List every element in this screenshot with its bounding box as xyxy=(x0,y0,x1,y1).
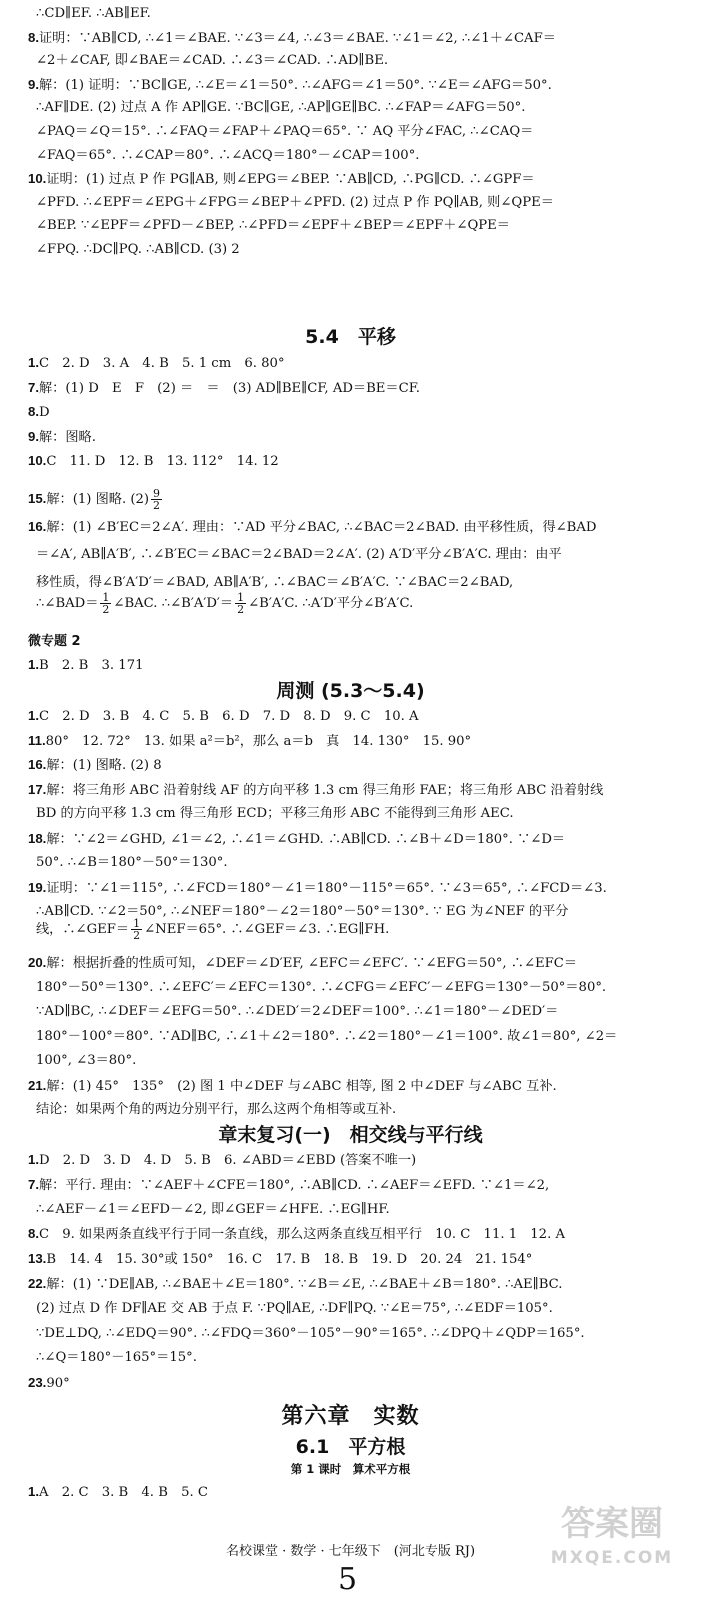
answer-line xyxy=(36,98,686,118)
answer-text: 证明：(1) 过点 P 作 PG∥AB, 则∠EPG＝∠BEP. ∵AB∥CD, ∴PG∥CD. ∴∠GPF＝ xyxy=(46,172,535,188)
answer-line xyxy=(28,1224,678,1244)
answer-text: 解：图略. xyxy=(39,429,96,445)
answer-text: 移性质，得∠B′A′D′＝∠BAD, AB∥A′B′, ∴∠BAC＝∠B′A′C. ∵∠BAC＝2∠BAD, xyxy=(36,575,514,590)
answer-text: 解：平行. 理由：∵∠AEF＋∠CFE＝180°, ∴AB∥CD. ∴∠AEF＝∠EFD. ∵∠1＝∠2, xyxy=(39,1177,550,1193)
question-number: 7. xyxy=(28,1176,39,1192)
answer-line xyxy=(28,829,678,849)
answer-line xyxy=(28,780,678,800)
answer-line xyxy=(36,853,686,873)
question-number: 21. xyxy=(28,1077,47,1093)
answer-line xyxy=(36,4,686,24)
page-number: 5 xyxy=(338,1562,358,1597)
answer-text: ∴AF∥DE. (2) 过点 A 作 AP∥GE. ∵BC∥GE, ∴AP∥GE∥BC. ∴∠FAP＝∠AFG＝50°. xyxy=(36,100,526,116)
question-number: 7. xyxy=(28,379,39,395)
answer-text: 解：∵∠2＝∠GHD, ∠1＝∠2, ∴∠1＝∠GHD. ∴AB∥CD. ∴∠B＋∠D＝180°. ∵∠D＝ xyxy=(46,831,566,847)
answer-line xyxy=(36,1299,686,1319)
answer-text: 180°－100°＝80°. ∵AD∥BC, ∴∠1＋∠2＝180°. ∴∠2＝180°－∠1＝100°. 故∠1＝80°, ∠2＝ xyxy=(36,1028,618,1044)
answer-line xyxy=(28,517,678,537)
answer-line xyxy=(36,1200,686,1220)
answer-line xyxy=(28,75,678,95)
answer-text: ∠PAQ＝∠Q＝15°. ∴∠FAQ＝∠FAP＋∠PAQ＝65°. ∵ AQ 平分∠FAC, ∴∠CAQ＝ xyxy=(36,124,534,139)
answer-text: 解：(1) 45° 135° (2) 图 1 中∠DEF 与∠ABC 相等, 图 2 中∠DEF 与∠ABC 互补. xyxy=(46,1078,557,1094)
answer-line xyxy=(28,655,678,675)
answer-line xyxy=(36,146,686,166)
question-number: 19. xyxy=(28,879,47,895)
answer-text: 100°, ∠3＝80°. xyxy=(36,1053,137,1068)
answer-line xyxy=(28,1175,678,1195)
answer-line xyxy=(36,1051,686,1071)
answer-line xyxy=(36,978,686,998)
answer-line xyxy=(28,953,678,973)
answer-text: 90° xyxy=(46,1376,70,1392)
question-number: 9. xyxy=(28,76,39,92)
answer-text: ∠BEP. ∵∠EPF＝∠PFD－∠BEP, ∴∠PFD＝∠EPF＋∠BEP＝∠EPF＋∠QPE＝ xyxy=(36,218,510,234)
answer-line xyxy=(36,1002,686,1022)
answer-text: D xyxy=(39,405,50,420)
answer-text: 解：将三角形 ABC 沿着射线 AF 的方向平移 1.3 cm 得三角形 FAE；将三角形 ABC 沿着射线 xyxy=(46,782,604,798)
answer-line xyxy=(28,402,678,422)
answer-text: 解：(1) D E F (2) ＝ ＝ (3) AD∥BE∥CF, AD＝BE＝CF. xyxy=(39,380,420,396)
section-heading-chapter-review: 章末复习(一) 相交线与平行线 xyxy=(218,1124,483,1146)
answer-text: ∵DE⊥DQ, ∴∠EDQ＝90°. ∴∠FDQ＝360°－105°－90°＝165°. ∴∠DPQ＋∠QDP＝165°. xyxy=(36,1325,585,1341)
answer-line xyxy=(36,545,686,565)
answer-text: 50°. ∴∠B＝180°－50°＝130°. xyxy=(36,855,228,870)
answer-line xyxy=(28,353,678,373)
question-number: 18. xyxy=(28,830,47,846)
question-number: 16. xyxy=(28,757,47,772)
answer-line xyxy=(36,573,686,593)
answer-line xyxy=(36,804,686,824)
question-number: 1. xyxy=(28,657,39,672)
answer-text: ∴∠Q＝180°－165°＝15°. xyxy=(36,1350,197,1366)
answer-text: ∴AB∥CD. ∵∠2＝50°, ∴∠NEF＝180°－∠2＝180°－50°＝130°. ∵ EG 为∠NEF 的平分 xyxy=(36,904,569,919)
question-number: 8. xyxy=(28,404,39,419)
answer-line xyxy=(28,706,678,726)
answer-line xyxy=(28,427,678,447)
answer-text: ∵AD∥BC, ∴∠DEF＝∠EFG＝50°. ∴∠DED′＝2∠DEF＝100°. ∴∠1＝180°－∠DED′＝ xyxy=(36,1004,559,1019)
answer-line xyxy=(28,1076,678,1096)
answer-line xyxy=(28,1274,678,1294)
lesson-heading: 第 1 课时 算术平方根 xyxy=(290,1462,411,1476)
question-number: 11. xyxy=(28,732,46,748)
question-number: 16. xyxy=(28,519,47,534)
question-number: 17. xyxy=(28,781,47,797)
answer-line xyxy=(28,1373,678,1393)
answer-line xyxy=(28,378,678,398)
answer-line xyxy=(28,1482,678,1502)
answer-text: 解：(1) 证明：∵BC∥GE, ∴∠E＝∠1＝50°. ∴∠AFG＝∠1＝50°. ∵∠E＝∠AFG＝50°. xyxy=(39,77,552,93)
answer-text: D 2. D 3. D 4. D 5. B 6. ∠ABD＝∠EBD (答案不唯一) xyxy=(39,1153,417,1168)
answer-line xyxy=(36,51,686,71)
answer-line: 线，∴∠GEF＝ $\frac{1}{2}$ ∠NEF＝65°. ∴∠GEF＝∠3. ∴EG∥FH. xyxy=(36,918,390,942)
question-number: 15. xyxy=(28,491,47,506)
answer-line xyxy=(28,169,678,189)
answer-text: ∴∠AEF－∠1＝∠EFD－∠2, 即∠GEF＝∠HFE. ∴EG∥HF. xyxy=(36,1201,390,1217)
answer-text: BD 的方向平移 1.3 cm 得三角形 ECD；平移三角形 ABC 不能得到三角形 AEC. xyxy=(36,806,514,821)
question-number: 1. xyxy=(28,1484,39,1499)
answer-line xyxy=(28,28,678,48)
answer-text: ＝∠A′, AB∥A′B′, ∴∠B′EC＝∠BAC＝2∠BAD＝2∠A′. (2) A′D′平分∠B′A′C. 理由：由平 xyxy=(36,547,562,562)
answer-text: 证明：∵AB∥CD, ∴∠1＝∠BAE. ∵∠3＝∠4, ∴∠3＝∠BAE. ∵∠1＝∠2, ∴∠1＋∠CAF＝ xyxy=(39,30,556,46)
answer-line: ∴∠BAD＝ $\frac{1}{2}$ ∠BAC. ∴∠B′A′D′＝ $\frac{1}{2}$ ∠B′A′C. ∴A′D′平分∠B′A′C. xyxy=(36,592,414,616)
answer-line xyxy=(36,240,686,260)
answer-line xyxy=(36,193,686,213)
answer-text: 解：(1) ∠B′EC＝2∠A′. 理由：∵AD 平分∠BAC, ∴∠BAC＝2∠BAD. 由平移性质，得∠BAD xyxy=(46,520,597,535)
answer-text: 证明：∵∠1＝115°, ∴∠FCD＝180°－∠1＝180°－115°＝65°. ∵∠3＝65°, ∴∠FCD＝∠3. xyxy=(46,880,607,896)
answer-text: 解：(1) ∵DE∥AB, ∴∠BAE＋∠E＝180°. ∵∠B＝∠E, ∴∠BAE＋∠B＝180°. ∴AE∥BC. xyxy=(46,1277,563,1292)
answer-text: C 2. D 3. A 4. B 5. 1 cm 6. 80° xyxy=(39,356,285,371)
fraction: $\frac{9}{2}$ xyxy=(153,488,161,512)
answer-line xyxy=(28,451,678,471)
question-number: 1. xyxy=(28,355,39,370)
answer-text: ∠FPQ. ∴DC∥PQ. ∴AB∥CD. (3) 2 xyxy=(36,242,240,257)
fraction: $\frac{1}{2}$ xyxy=(133,918,141,942)
fraction: $\frac{1}{2}$ xyxy=(102,592,110,616)
answer-text: 解：(1) 图略. (2) xyxy=(46,492,150,507)
answer-text: B 14. 4 15. 30°或 150° 16. C 17. B 18. B 19. D 20. 24 21. 154° xyxy=(46,1252,533,1268)
question-number: 20. xyxy=(28,955,47,970)
answer-text: ∠2＋∠CAF, 即∠BAE＝∠CAD. ∴∠3＝∠CAD. ∴AD∥BE. xyxy=(36,53,389,69)
answer-line xyxy=(28,1249,678,1269)
section-heading-5-4: 5.4 平移 xyxy=(305,326,396,348)
answer-line xyxy=(28,731,678,751)
answer-text: 180°－50°＝130°. ∴∠EFC′＝∠EFC＝130°. ∴∠CFG＝∠EFC′－∠EFG＝130°－50°＝80°. xyxy=(36,979,607,995)
answer-line xyxy=(28,488,678,516)
question-number: 1. xyxy=(28,1152,39,1167)
question-number: 8. xyxy=(28,29,39,45)
page-footer: 名校课堂 · 数学 · 七年级下 (河北专版 RJ) xyxy=(225,1544,476,1559)
answer-text: A 2. C 3. B 4. B 5. C xyxy=(39,1485,208,1500)
answer-text: C 9. 如果两条直线平行于同一条直线，那么这两条直线互相平行 10. C 11. 1 12. A xyxy=(39,1227,565,1243)
question-number: 9. xyxy=(28,428,39,444)
answer-line xyxy=(36,1324,686,1344)
question-number: 13. xyxy=(28,1251,47,1267)
question-number: 10. xyxy=(28,171,47,187)
answer-line xyxy=(36,216,686,236)
answer-line xyxy=(36,1100,686,1120)
question-number: 23. xyxy=(28,1375,47,1391)
answer-text: 结论：如果两个角的两边分别平行，那么这两个角相等或互补. xyxy=(36,1102,397,1117)
watermark-logo: 答案圈 MXQE.COM xyxy=(550,1504,674,1568)
question-number: 22. xyxy=(28,1276,47,1291)
question-number: 10. xyxy=(28,453,47,468)
chapter-heading-6: 第六章 实数 xyxy=(281,1404,420,1429)
question-number: 8. xyxy=(28,1226,39,1242)
answer-text: ∠FAQ＝65°. ∴∠CAP＝80°. ∴∠ACQ＝180°－∠CAP＝100°. xyxy=(36,147,420,163)
fraction: $\frac{1}{2}$ xyxy=(237,592,245,616)
answer-text: C 2. D 3. B 4. C 5. B 6. D 7. D 8. D 9. C 10. A xyxy=(39,709,419,724)
answer-text: 80° 12. 72° 13. 如果 a²＝b²，那么 a＝b 真 14. 130° 15. 90° xyxy=(45,733,472,749)
answer-line xyxy=(36,1348,686,1368)
section-heading-weekly-test: 周测 (5.3～5.4) xyxy=(276,680,425,702)
answer-line xyxy=(28,878,678,898)
answer-line xyxy=(28,755,678,775)
answer-text: (2) 过点 D 作 DF∥AE 交 AB 于点 F. ∵PQ∥AE, ∴DF∥PQ. ∵∠E＝75°, ∴∠EDF＝105°. xyxy=(36,1300,553,1316)
answer-text: 解：根据折叠的性质可知，∠DEF＝∠D′EF, ∠EFC＝∠EFC′. ∵∠EFG＝50°, ∴∠EFC＝ xyxy=(46,956,578,971)
answer-text: C 11. D 12. B 13. 112° 14. 12 xyxy=(46,454,279,469)
answer-text: B 2. B 3. 171 xyxy=(39,658,144,673)
answer-line xyxy=(36,122,686,142)
micro-topic-title: 微专题 2 xyxy=(28,634,81,649)
answer-line xyxy=(36,1027,686,1047)
question-number: 1. xyxy=(28,708,39,723)
answer-text: ∴CD∥EF. ∴AB∥EF. xyxy=(36,6,151,21)
answer-line xyxy=(28,1150,678,1170)
section-heading-6-1: 6.1 平方根 xyxy=(295,1436,406,1458)
answer-text: ∠PFD. ∴∠EPF＝∠EPG＋∠FPG＝∠BEP＋∠PFD. (2) 过点 P 作 PQ∥AB, 则∠QPE＝ xyxy=(36,194,554,210)
answer-text: 解：(1) 图略. (2) 8 xyxy=(46,758,162,773)
